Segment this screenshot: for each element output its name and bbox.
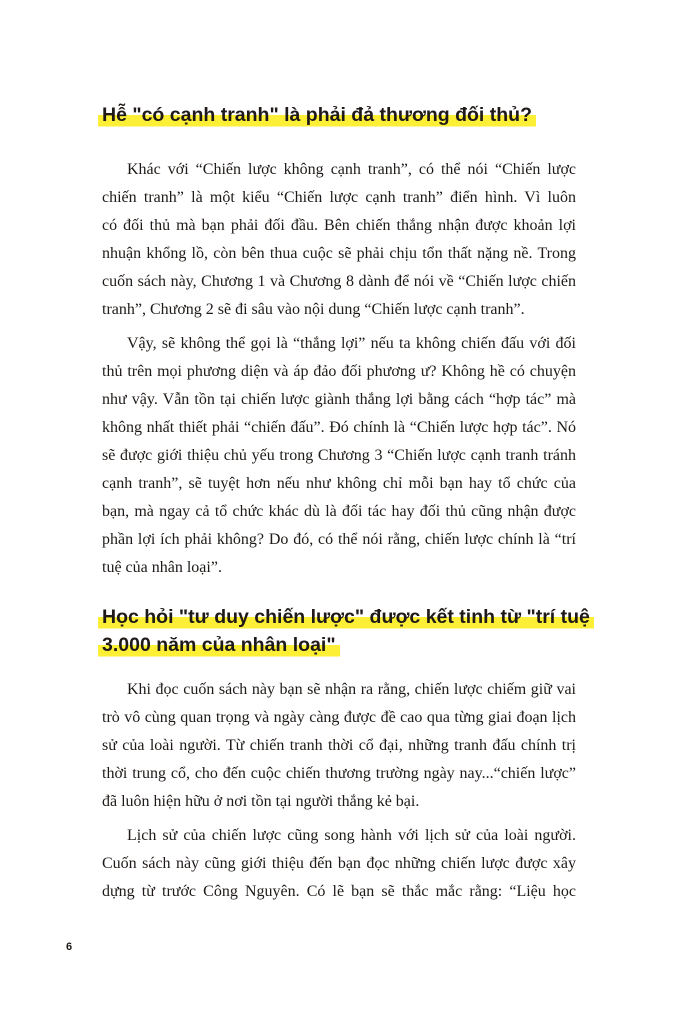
paragraph-line: sử của loài người. Từ chiến tranh thời cổ đại, những tranh đấu chính trị [102,737,576,754]
paragraph [102,676,576,816]
paragraph-line: phần lợi ích phải không? Do đó, có thể nói rằng, chiến lược chính là “trí [102,531,576,548]
heading-line [102,603,590,631]
paragraph-line: không nhất thiết phải “chiến đấu”. Đó chính là “Chiến lược hợp tác”. Nó [102,419,576,436]
paragraph-line: Vậy, sẽ không thể gọi là “thắng lợi” nếu ta không chiến đấu với đối [127,335,576,352]
paragraph-line: trò vô cùng quan trọng và ngày càng được đề cao qua từng giai đoạn lịch [102,709,576,726]
highlighted-heading-text: 3.000 năm của nhân loại" [98,632,340,658]
paragraph-line: Cuốn sách này cũng giới thiệu đến bạn đọc những chiến lược được xây [102,855,576,872]
paragraph-line: bạn, mà ngay cả tổ chức khác dù là đối tác hay đối thủ cũng nhận được [102,503,576,520]
paragraph-line: dựng từ trước Công Nguyên. Có lẽ bạn sẽ thắc mắc rằng: “Liệu học [102,883,576,900]
paragraph-line: thủ trên mọi phương diện và áp đảo đối phương ư? Không hề có chuyện [102,363,576,380]
paragraph-line: nhuận khổng lồ, còn bên thua cuộc sẽ phải chịu tổn thất nặng nề. Trong [102,245,576,262]
paragraph-line: cạnh tranh”, sẽ tuyệt hơn nếu như không chỉ mỗi bạn hay tổ chức của [102,475,576,492]
paragraph-line: Lịch sử của chiến lược cũng song hành với lịch sử của loài người. [127,827,576,844]
paragraph-line: Khác với “Chiến lược không cạnh tranh”, có thể nói “Chiến lược [127,161,576,178]
paragraph-line: cuốn sách này, Chương 1 và Chương 8 dành để nói về “Chiến lược chiến [102,273,576,290]
paragraph [102,156,576,324]
paragraph-line: như vậy. Vẫn tồn tại chiến lược giành thắng lợi bằng cách “hợp tác” mà [102,391,576,408]
page-number: 6 [66,941,73,953]
highlighted-heading-text: Học hỏi "tư duy chiến lược" được kết tinh từ "trí tuệ [98,604,594,630]
paragraph-line: chiến tranh” là một kiểu “Chiến lược cạnh tranh” điển hình. Vì luôn [102,189,576,206]
paragraph-line: sẽ được giới thiệu chủ yếu trong Chương 3 “Chiến lược cạnh tranh tránh [102,447,576,464]
paragraph-line: tranh”, Chương 2 sẽ đi sâu vào nội dung “Chiến lược cạnh tranh”. [102,301,525,318]
highlighted-heading-text: Hễ "có cạnh tranh" là phải đả thương đối thủ? [98,102,536,128]
heading-line [102,631,576,659]
section-heading [102,101,576,129]
paragraph-line: tuệ của nhân loại”. [102,559,222,576]
paragraph [102,330,576,582]
paragraph [102,822,576,906]
heading-line [102,101,576,129]
paragraph-line: có đối thủ mà bạn phải đối đầu. Bên chiến thắng nhận được khoản lợi [102,217,576,234]
paragraph-line: thời trung cổ, cho đến cuộc chiến thương trường ngày nay...“chiến lược” [102,765,576,782]
paragraph-line: Khi đọc cuốn sách này bạn sẽ nhận ra rằng, chiến lược chiếm giữ vai [127,681,576,698]
section-heading [102,603,590,659]
paragraph-line: đã luôn hiện hữu ở nơi tồn tại người thắng kẻ bại. [102,793,420,810]
